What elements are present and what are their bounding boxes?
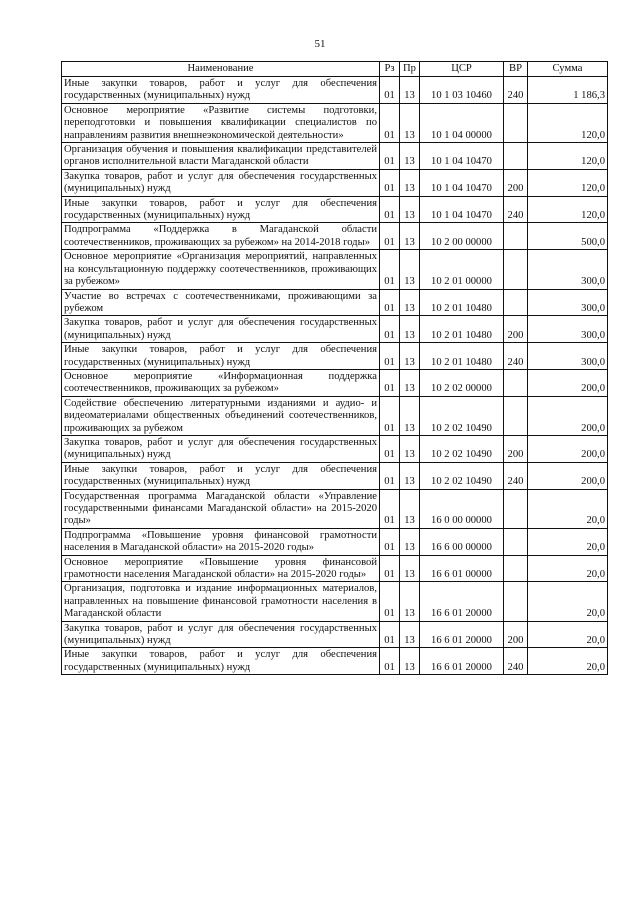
cell-csr: 10 2 01 00000	[420, 250, 504, 289]
cell-csr: 10 1 04 10470	[420, 196, 504, 223]
cell-vr: 240	[504, 343, 528, 370]
cell-csr: 10 1 04 10470	[420, 169, 504, 196]
cell-sum: 300,0	[528, 316, 608, 343]
cell-rz: 01	[380, 396, 400, 435]
header-rz: Рз	[380, 62, 400, 77]
cell-sum: 20,0	[528, 555, 608, 582]
cell-sum: 120,0	[528, 196, 608, 223]
cell-csr: 10 2 01 10480	[420, 343, 504, 370]
cell-vr	[504, 582, 528, 621]
cell-rz: 01	[380, 103, 400, 142]
cell-pr: 13	[400, 462, 420, 489]
cell-name: Организация обучения и повышения квалификации представителей органов исполнительной власти Магаданской области	[62, 143, 380, 170]
cell-pr: 13	[400, 621, 420, 648]
header-csr: ЦСР	[420, 62, 504, 77]
cell-csr: 16 6 01 20000	[420, 621, 504, 648]
cell-rz: 01	[380, 555, 400, 582]
cell-sum: 200,0	[528, 435, 608, 462]
cell-sum: 20,0	[528, 489, 608, 528]
cell-pr: 13	[400, 169, 420, 196]
cell-vr: 200	[504, 621, 528, 648]
cell-rz: 01	[380, 250, 400, 289]
cell-csr: 10 2 02 10490	[420, 396, 504, 435]
cell-name: Основное мероприятие «Информационная поддержка соотечественников, проживающих за рубежом»	[62, 369, 380, 396]
header-row	[62, 62, 608, 77]
cell-pr: 13	[400, 435, 420, 462]
page-number: 51	[314, 38, 326, 50]
cell-csr: 10 2 02 10490	[420, 462, 504, 489]
cell-vr	[504, 289, 528, 316]
cell-sum: 200,0	[528, 462, 608, 489]
cell-sum: 200,0	[528, 396, 608, 435]
cell-vr	[504, 250, 528, 289]
cell-csr: 10 2 00 00000	[420, 223, 504, 250]
cell-sum: 20,0	[528, 582, 608, 621]
cell-pr: 13	[400, 528, 420, 555]
cell-sum: 1 186,3	[528, 77, 608, 104]
table-row	[62, 316, 608, 343]
cell-pr: 13	[400, 77, 420, 104]
cell-name: Организация, подготовка и издание информационных материалов, направленных на повышение финансовой грамотности населения в Магаданской области	[62, 582, 380, 621]
cell-vr	[504, 528, 528, 555]
cell-vr: 200	[504, 435, 528, 462]
table-row	[62, 528, 608, 555]
cell-name: Основное мероприятие «Развитие системы подготовки, переподготовки и повышения квалификации специалистов по направлениям развития внешнеэкономической деятельности»	[62, 103, 380, 142]
table-header	[62, 62, 608, 77]
cell-name: Иные закупки товаров, работ и услуг для обеспечения государственных (муниципальных) нужд	[62, 196, 380, 223]
cell-vr	[504, 555, 528, 582]
header-name: Наименование	[62, 62, 380, 77]
table-row	[62, 396, 608, 435]
budget-table	[61, 61, 608, 675]
table-row	[62, 489, 608, 528]
table-row	[62, 555, 608, 582]
cell-rz: 01	[380, 369, 400, 396]
cell-rz: 01	[380, 77, 400, 104]
cell-sum: 500,0	[528, 223, 608, 250]
cell-pr: 13	[400, 582, 420, 621]
cell-rz: 01	[380, 316, 400, 343]
header-sum: Сумма	[528, 62, 608, 77]
table-row	[62, 289, 608, 316]
cell-rz: 01	[380, 143, 400, 170]
header-pr: Пр	[400, 62, 420, 77]
cell-csr: 10 1 03 10460	[420, 77, 504, 104]
cell-vr: 200	[504, 169, 528, 196]
cell-vr: 200	[504, 316, 528, 343]
cell-csr: 10 2 01 10480	[420, 289, 504, 316]
cell-csr: 16 6 01 20000	[420, 582, 504, 621]
table-row	[62, 103, 608, 142]
cell-sum: 120,0	[528, 169, 608, 196]
cell-sum: 300,0	[528, 343, 608, 370]
table-row	[62, 250, 608, 289]
cell-name: Закупка товаров, работ и услуг для обеспечения государственных (муниципальных) нужд	[62, 621, 380, 648]
table-row	[62, 169, 608, 196]
header-vr: ВР	[504, 62, 528, 77]
cell-sum: 20,0	[528, 648, 608, 675]
cell-name: Иные закупки товаров, работ и услуг для обеспечения государственных (муниципальных) нужд	[62, 77, 380, 104]
table-row	[62, 223, 608, 250]
cell-pr: 13	[400, 316, 420, 343]
table-row	[62, 77, 608, 104]
cell-rz: 01	[380, 528, 400, 555]
cell-vr	[504, 103, 528, 142]
cell-vr	[504, 223, 528, 250]
cell-pr: 13	[400, 369, 420, 396]
cell-name: Иные закупки товаров, работ и услуг для обеспечения государственных (муниципальных) нужд	[62, 648, 380, 675]
cell-csr: 10 1 04 00000	[420, 103, 504, 142]
cell-csr: 10 2 02 10490	[420, 435, 504, 462]
cell-pr: 13	[400, 343, 420, 370]
cell-name: Подпрограмма «Поддержка в Магаданской области соотечественников, проживающих за рубежом» на 2014-2018 годы»	[62, 223, 380, 250]
cell-sum: 120,0	[528, 143, 608, 170]
table-row	[62, 343, 608, 370]
table-row	[62, 196, 608, 223]
cell-rz: 01	[380, 223, 400, 250]
cell-csr: 16 0 00 00000	[420, 489, 504, 528]
cell-csr: 10 1 04 10470	[420, 143, 504, 170]
table-row	[62, 143, 608, 170]
cell-name: Участие во встречах с соотечественниками, проживающими за рубежом	[62, 289, 380, 316]
cell-rz: 01	[380, 462, 400, 489]
cell-name: Основное мероприятие «Организация мероприятий, направленных на консультационную поддержку соотечественников, проживающих за рубежом»	[62, 250, 380, 289]
cell-csr: 16 6 01 00000	[420, 555, 504, 582]
cell-pr: 13	[400, 143, 420, 170]
cell-vr	[504, 489, 528, 528]
cell-csr: 10 2 02 00000	[420, 369, 504, 396]
cell-name: Иные закупки товаров, работ и услуг для обеспечения государственных (муниципальных) нужд	[62, 462, 380, 489]
table-row	[62, 435, 608, 462]
cell-csr: 16 6 00 00000	[420, 528, 504, 555]
cell-csr: 10 2 01 10480	[420, 316, 504, 343]
table-row	[62, 582, 608, 621]
cell-rz: 01	[380, 289, 400, 316]
cell-rz: 01	[380, 648, 400, 675]
cell-vr: 240	[504, 648, 528, 675]
cell-csr: 16 6 01 20000	[420, 648, 504, 675]
cell-pr: 13	[400, 648, 420, 675]
cell-rz: 01	[380, 343, 400, 370]
cell-vr	[504, 396, 528, 435]
cell-pr: 13	[400, 289, 420, 316]
cell-name: Содействие обеспечению литературными изданиями и аудио- и видеоматериалами общественных объединений соотечественников, проживающих за рубежом	[62, 396, 380, 435]
cell-rz: 01	[380, 582, 400, 621]
cell-vr: 240	[504, 196, 528, 223]
cell-pr: 13	[400, 396, 420, 435]
cell-pr: 13	[400, 223, 420, 250]
cell-sum: 120,0	[528, 103, 608, 142]
cell-rz: 01	[380, 435, 400, 462]
cell-rz: 01	[380, 196, 400, 223]
cell-pr: 13	[400, 489, 420, 528]
cell-rz: 01	[380, 489, 400, 528]
cell-name: Подпрограмма «Повышение уровня финансовой грамотности населения в Магаданской области» на 2015-2020 годы»	[62, 528, 380, 555]
cell-sum: 300,0	[528, 250, 608, 289]
cell-name: Основное мероприятие «Повышение уровня финансовой грамотности населения Магаданской области» на 2015-2020 годы»	[62, 555, 380, 582]
cell-pr: 13	[400, 555, 420, 582]
cell-pr: 13	[400, 250, 420, 289]
cell-vr: 240	[504, 77, 528, 104]
cell-pr: 13	[400, 103, 420, 142]
cell-name: Закупка товаров, работ и услуг для обеспечения государственных (муниципальных) нужд	[62, 169, 380, 196]
cell-name: Закупка товаров, работ и услуг для обеспечения государственных (муниципальных) нужд	[62, 435, 380, 462]
table-row	[62, 369, 608, 396]
cell-rz: 01	[380, 621, 400, 648]
cell-rz: 01	[380, 169, 400, 196]
cell-vr	[504, 369, 528, 396]
cell-sum: 300,0	[528, 289, 608, 316]
cell-pr: 13	[400, 196, 420, 223]
cell-vr	[504, 143, 528, 170]
table-row	[62, 621, 608, 648]
cell-sum: 20,0	[528, 621, 608, 648]
cell-name: Государственная программа Магаданской области «Управление государственными финансами Магаданской области» на 2015-2020 годы»	[62, 489, 380, 528]
table-body	[62, 77, 608, 675]
cell-sum: 20,0	[528, 528, 608, 555]
table-row	[62, 462, 608, 489]
cell-vr: 240	[504, 462, 528, 489]
cell-sum: 200,0	[528, 369, 608, 396]
cell-name: Иные закупки товаров, работ и услуг для обеспечения государственных (муниципальных) нужд	[62, 343, 380, 370]
table-row	[62, 648, 608, 675]
cell-name: Закупка товаров, работ и услуг для обеспечения государственных (муниципальных) нужд	[62, 316, 380, 343]
